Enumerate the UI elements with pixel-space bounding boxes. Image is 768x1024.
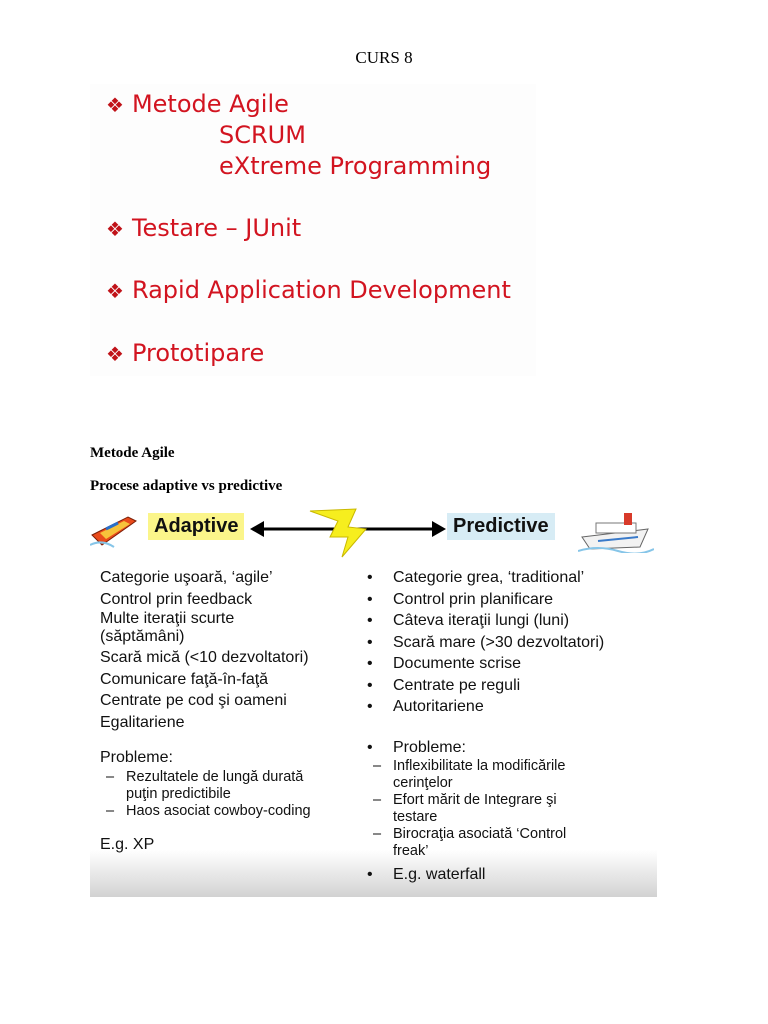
section-subheading: Procese adaptive vs predictive	[90, 478, 283, 494]
predictive-column	[367, 567, 604, 886]
adaptive-item: Scară mică (<10 dezvoltatori)	[100, 649, 309, 666]
topic-label: Metode Agile	[131, 90, 289, 118]
predictive-tag: Predictive	[447, 513, 555, 540]
topic-item	[106, 214, 301, 243]
predictive-item: • Control prin planificare	[367, 590, 554, 608]
diamond-bullet-icon: ❖	[106, 279, 124, 303]
cruise-ship-icon	[578, 507, 654, 553]
adaptive-item: Egalitariene	[100, 713, 185, 731]
predictive-item: • Documente scrise	[367, 655, 522, 672]
topic-label: Rapid Application Development	[131, 276, 511, 304]
problem-item: – Efort mărit de Integrare şi testare	[373, 792, 557, 825]
speedboat-icon	[90, 509, 140, 549]
lightning-icon	[308, 507, 390, 559]
predictive-item: • Categorie grea, ‘traditional’	[367, 569, 585, 586]
topic-label: Prototipare	[131, 339, 265, 367]
page-title: CURS 8	[355, 48, 413, 67]
adaptive-item: (săptămâni)	[100, 628, 185, 645]
adaptive-tag: Adaptive	[148, 513, 244, 540]
topic-label: Testare – JUnit	[131, 214, 302, 242]
topic-subitem: SCRUM	[219, 121, 306, 149]
slide-adaptive-vs-predictive	[90, 505, 657, 897]
predictive-problems-label: • Probleme:	[367, 738, 466, 756]
adaptive-problems-label: Probleme:	[100, 749, 173, 766]
topic-item	[106, 276, 511, 305]
section-heading: Metode Agile	[90, 445, 175, 461]
adaptive-example: E.g. XP	[100, 835, 155, 853]
adaptive-problems	[100, 769, 311, 820]
adaptive-item: Control prin feedback	[100, 590, 253, 608]
slide-topics	[90, 84, 536, 376]
adaptive-item: Centrate pe cod şi oameni	[100, 692, 287, 709]
predictive-item: • Scară mare (>30 dezvoltatori)	[367, 633, 605, 651]
topic-subitem: eXtreme Programming	[219, 152, 492, 180]
diamond-bullet-icon: ❖	[106, 217, 124, 241]
adaptive-column	[100, 567, 311, 855]
predictive-problems	[367, 758, 604, 860]
diamond-bullet-icon: ❖	[106, 93, 124, 117]
adaptive-item: Multe iteraţii scurte	[100, 610, 235, 627]
predictive-item: • Centrate pe reguli	[367, 676, 521, 694]
predictive-item: • Câteva iteraţii lungi (luni)	[367, 612, 570, 629]
problem-item: – Rezultatele de lungă durată puţin predictibile	[106, 768, 304, 802]
problem-item: – Haos asociat cowboy-coding	[106, 802, 311, 819]
adaptive-item: Categorie uşoară, ‘agile’	[100, 569, 273, 586]
topic-item	[106, 90, 289, 119]
topic-item	[106, 339, 264, 368]
problem-item: – Inflexibilitate la modificările cerinţelor	[373, 758, 566, 791]
diamond-bullet-icon: ❖	[106, 342, 124, 366]
predictive-example: • E.g. waterfall	[367, 866, 486, 883]
problem-item: – Birocraţia asociată ‘Control freak’	[373, 826, 567, 859]
predictive-item: • Autoritariene	[367, 698, 484, 715]
adaptive-item: Comunicare faţă-în-faţă	[100, 670, 269, 688]
